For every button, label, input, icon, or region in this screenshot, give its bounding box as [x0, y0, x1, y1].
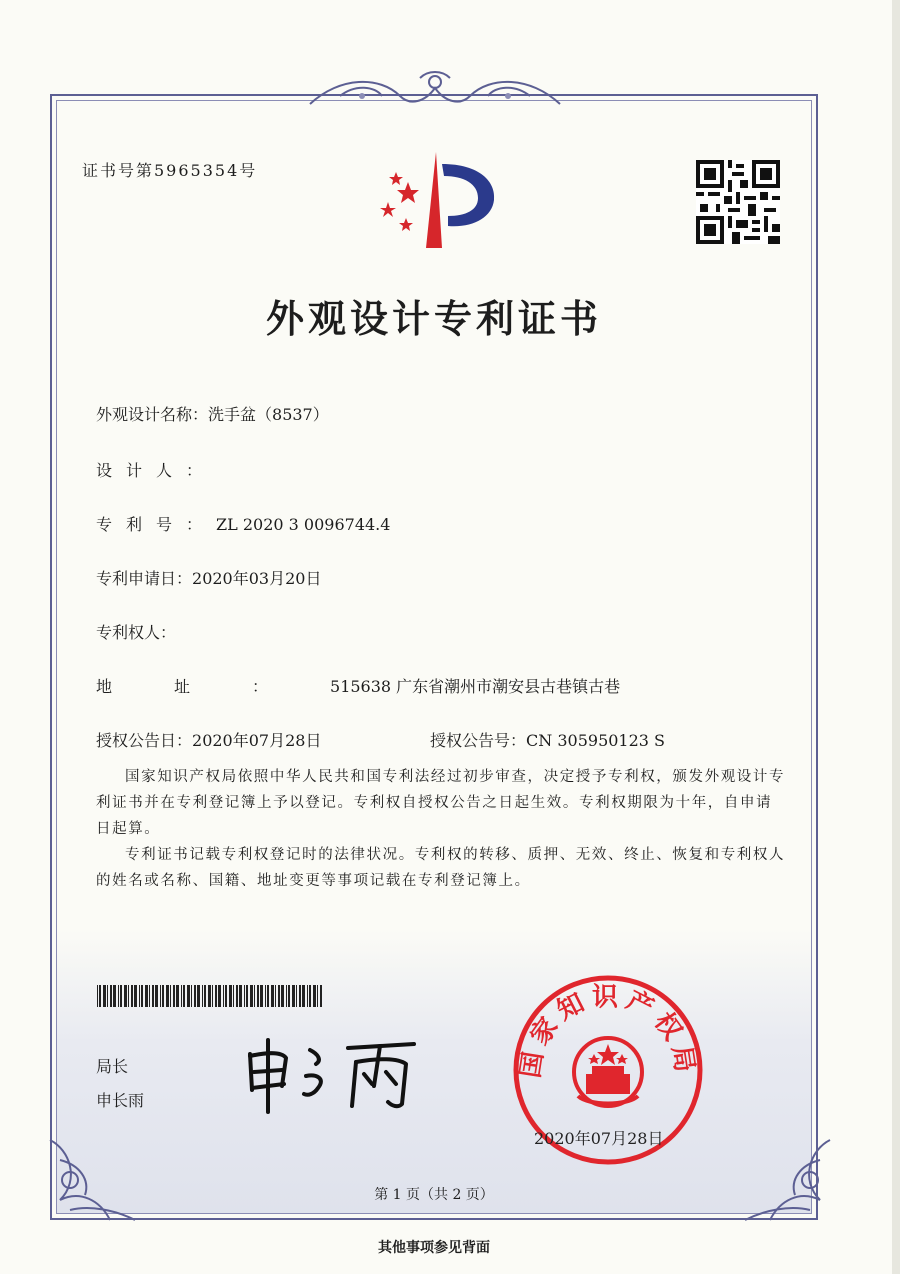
address-label: 地址：: [96, 677, 331, 696]
grant-number-row: [430, 728, 665, 751]
director-name: 申长雨: [96, 1091, 145, 1110]
patentee-row: [96, 620, 176, 643]
certificate-number: 证书号第5965354号: [82, 161, 258, 180]
grant-number-value: CN 305950123 S: [526, 731, 666, 750]
barcode-icon: [97, 985, 325, 1007]
grant-date-value: 2020年07月28日: [192, 731, 322, 750]
certificate-title: 外观设计专利证书: [265, 296, 602, 341]
bottom-left-ornament-icon: [40, 1120, 150, 1230]
patent-number-value: ZL 2020 3 0096744.4: [216, 515, 391, 534]
design-name-row: [96, 402, 329, 425]
cnipa-logo-icon: [368, 152, 508, 252]
page-number: 第 1 页（共 2 页）: [374, 1187, 494, 1203]
director-title: 局长: [96, 1057, 129, 1076]
filing-date-label: 专利申请日：: [96, 569, 193, 588]
top-ornament-icon: [300, 66, 570, 114]
svg-text:国家知识产权局: [516, 983, 701, 1080]
patentee-label: 专利权人：: [96, 623, 177, 642]
seal-date: 2020年07月28日: [534, 1129, 664, 1148]
footer-note: 其他事项参见背面: [378, 1240, 490, 1256]
paragraph-2: 专利证书记载专利权登记时的法律状况。专利权的转移、质押、无效、终止、恢复和专利权人的姓名或名称、国籍、地址变更等事项记载在专利登记簿上。: [96, 847, 786, 889]
paragraph-1: 国家知识产权局依照中华人民共和国专利法经过初步审查，决定授予专利权，颁发外观设计专利证书并在专利登记簿上予以登记。专利权自授权公告之日起生效。专利权期限为十年，自申请日起算。: [96, 769, 786, 837]
design-name-label: 外观设计名称：: [96, 405, 209, 424]
grant-date-row: [96, 728, 321, 751]
grant-date-label: 授权公告日：: [96, 731, 193, 750]
patent-number-label: 专利号：: [96, 515, 217, 534]
filing-date-row: [96, 566, 321, 589]
signature-icon: [238, 1034, 438, 1114]
seal-text: 国家知识产权局: [515, 982, 701, 1081]
qr-code-icon: [696, 160, 780, 244]
designer-label: 设计人：: [96, 461, 217, 480]
address-value: 515638 广东省潮州市潮安县古巷镇古巷: [330, 677, 621, 696]
patent-number-row: [96, 512, 390, 535]
bottom-right-ornament-icon: [730, 1120, 840, 1230]
filing-date-value: 2020年03月20日: [192, 569, 322, 588]
grant-number-label: 授权公告号：: [430, 731, 527, 750]
address-row: [96, 674, 620, 697]
designer-row: [96, 458, 216, 481]
design-name-value: 洗手盆（8537）: [208, 405, 329, 424]
